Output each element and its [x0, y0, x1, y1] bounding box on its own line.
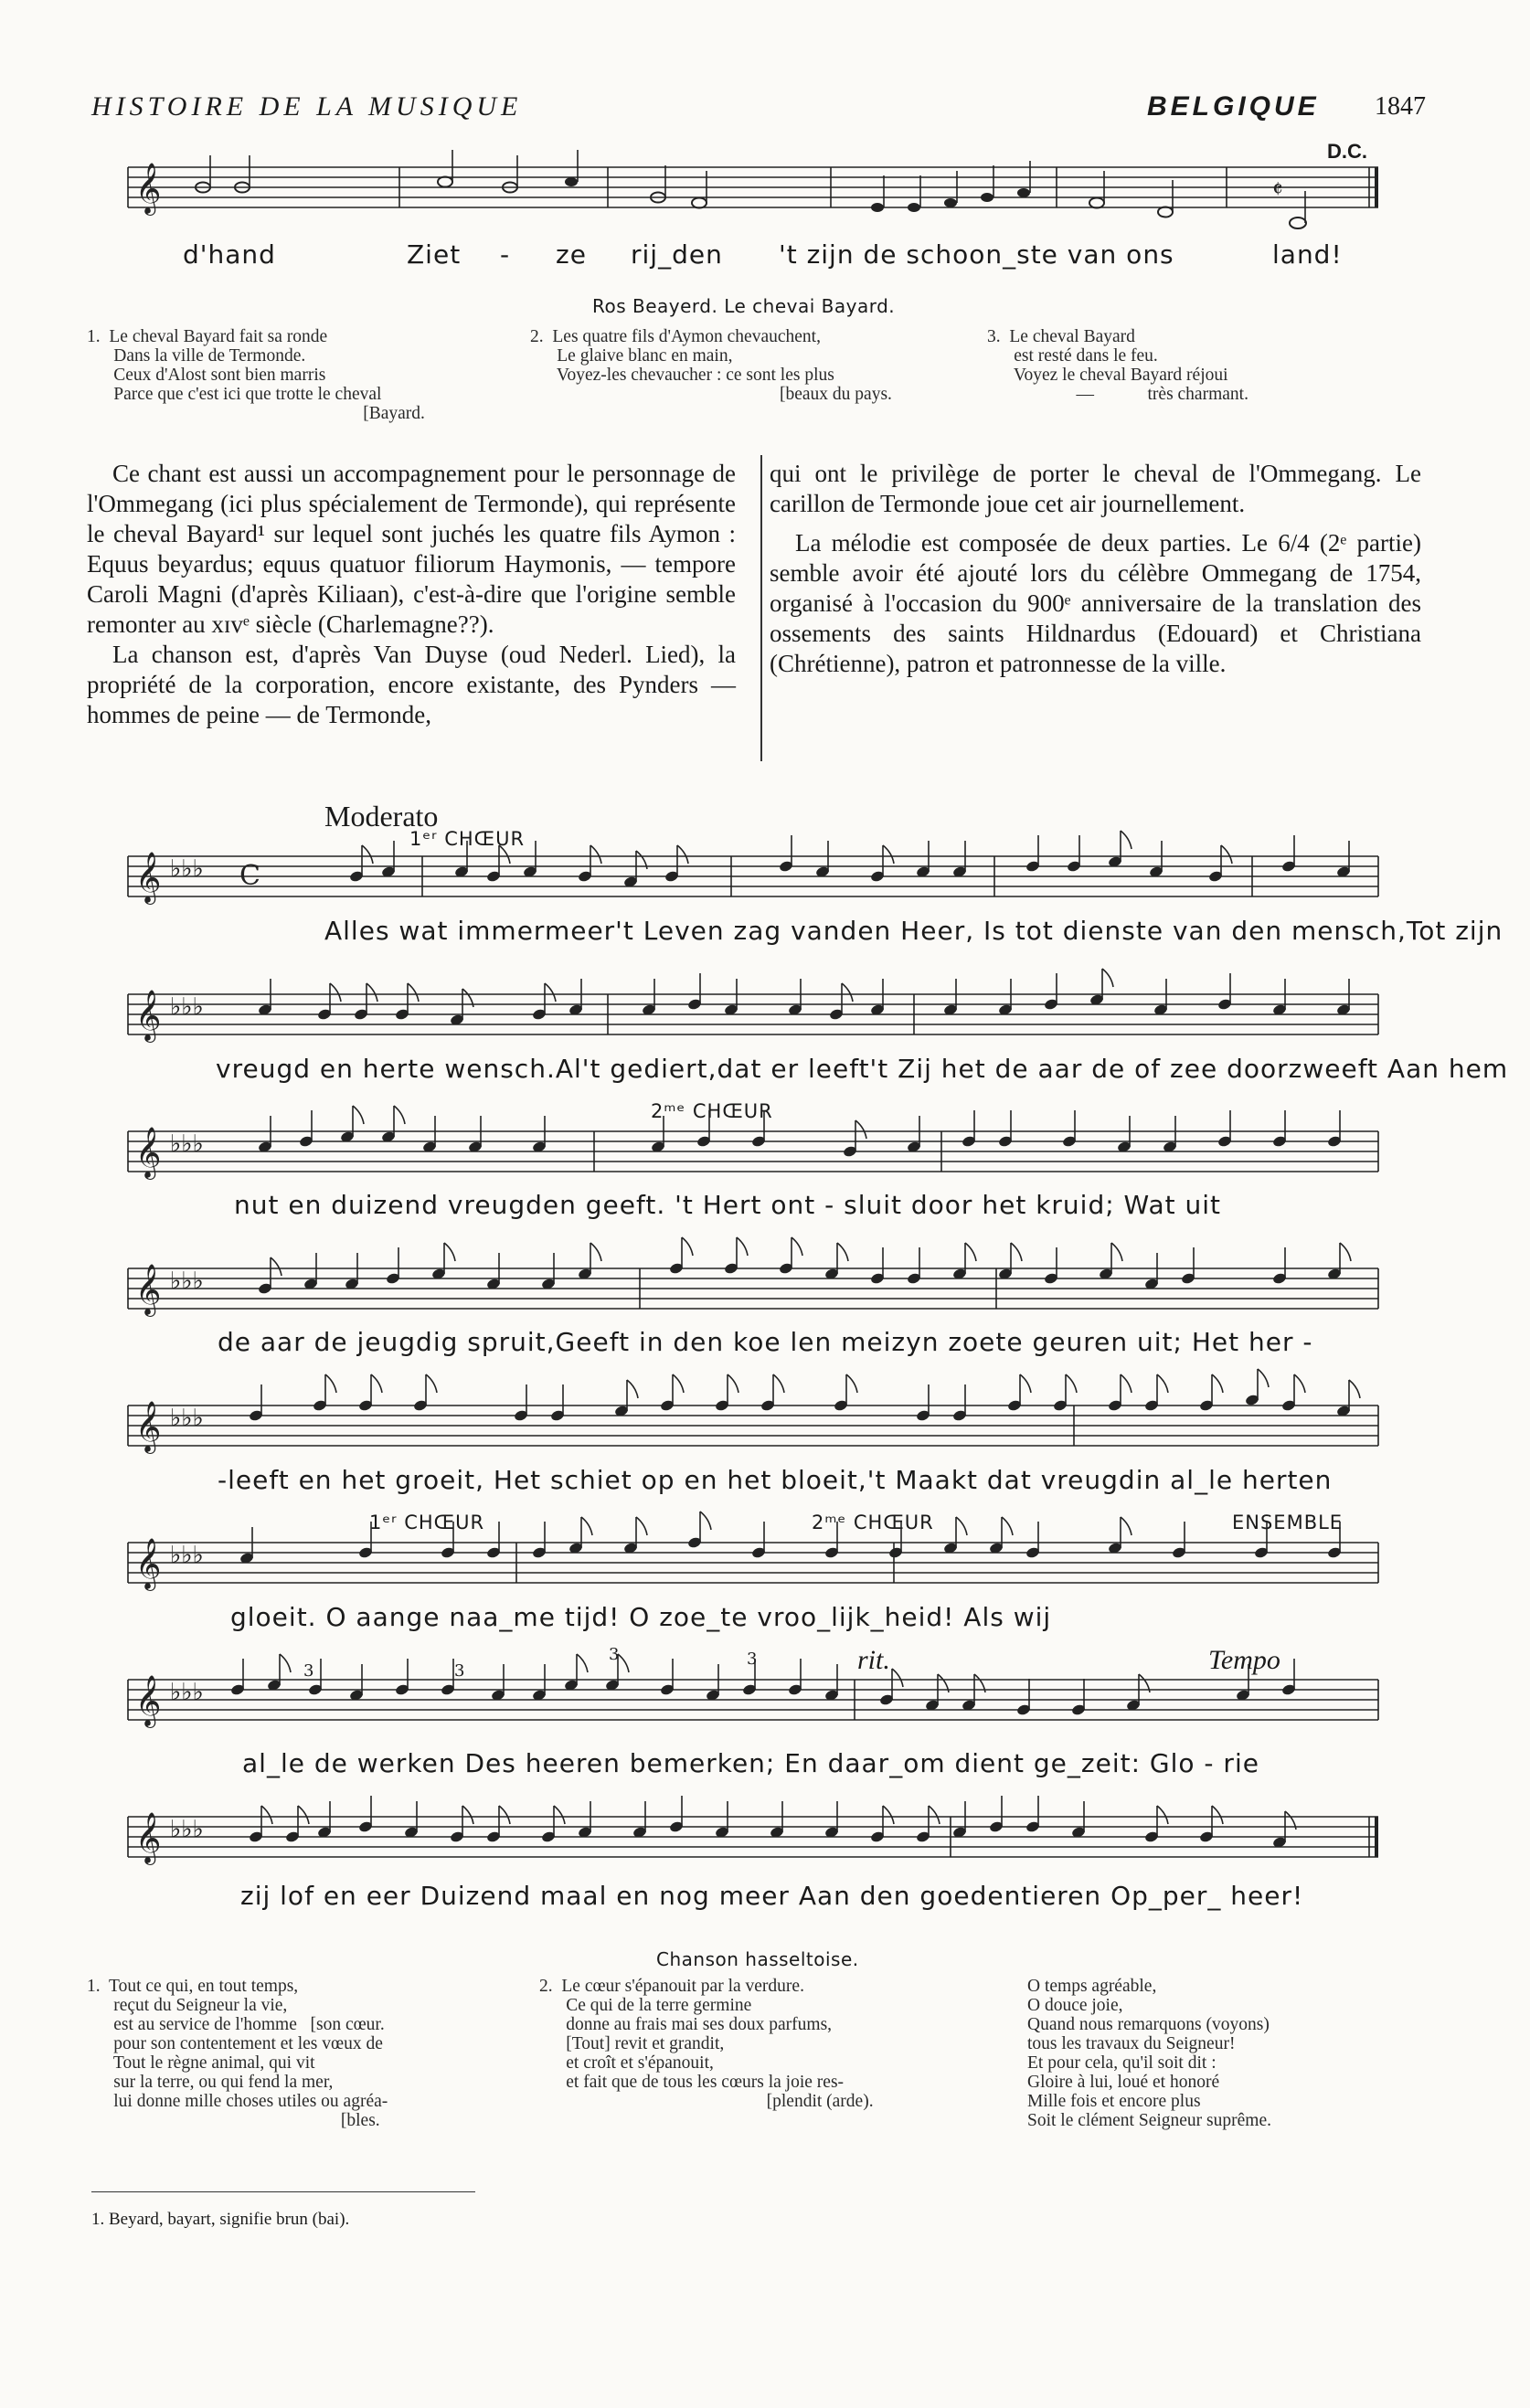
tempo-marking: Moderato: [324, 800, 439, 833]
staff-2: [128, 994, 1378, 1034]
score-lyric-5: -leeft en het groeit, Het schiet op en het bloeit,'t Maakt dat vreugdin al_le herten: [218, 1465, 1333, 1495]
treble-clef-3: 𝄞: [135, 1127, 162, 1178]
score-lyric-2: vreugd en herte wensch.Al't gediert,dat er leeft't Zij het de aar de of zee doorzweeft Aan hem: [216, 1054, 1509, 1084]
body-left-paragraph-2: La chanson est, d'après Van Duyse (oud Nederl. Lied), la propriété de la corporation, encore existante, des Pynders — hommes de peine — de Termonde,: [87, 641, 736, 728]
triplet-mark-1: 3: [303, 1661, 314, 1681]
treble-clef-7: 𝄞: [135, 1675, 162, 1726]
song1-verse-1: 1. Le cheval Bayard fait sa ronde Dans la ville de Termonde. Ceux d'Alost sont bien marris Parce que c'est ici que trotte le cheval [Bayard.: [87, 327, 425, 423]
song2-caption: Chanson hasseltoise.: [656, 1948, 859, 1970]
running-header-left: HISTOIRE DE LA MUSIQUE: [91, 91, 523, 122]
key-signature-5: ♭♭♭: [170, 1405, 204, 1432]
choeur1-label-2: 1ᵉʳ CHŒUR: [369, 1512, 485, 1533]
score-lyric-6: gloeit. O aange naa_me tijd! O zoe_te vroo_lijk_heid! Als wij: [230, 1602, 1052, 1632]
rit-marking: rit.: [857, 1645, 890, 1675]
notes-staff-4: [258, 1237, 1351, 1295]
tempo-resume: Tempo: [1208, 1645, 1280, 1675]
song1-verse-2: 2. Les quatre fils d'Aymon chevauchent, Le glaive blanc en main, Voyez-les chevaucher : ce sont les plus [beaux du pays.: [530, 327, 892, 404]
triplet-mark-2: 3: [454, 1661, 465, 1681]
top-lyric-7: land!: [1272, 239, 1343, 270]
running-header-right: BELGIQUE: [1147, 91, 1320, 122]
song1-verse-3: 3. Le cheval Bayard est resté dans le feu. Voyez le cheval Bayard réjoui — très charmant.: [987, 327, 1248, 404]
key-signature-8: ♭♭♭: [170, 1816, 204, 1843]
key-signature-6: ♭♭♭: [170, 1542, 204, 1569]
staff-5: [128, 1406, 1378, 1446]
notes-staff-5: [249, 1369, 1360, 1422]
svg-text:𝄞: 𝄞: [135, 163, 162, 214]
svg-text:𝄵: 𝄵: [1272, 176, 1283, 204]
treble-clef-6: 𝄞: [135, 1538, 162, 1589]
key-signature-4: ♭♭♭: [170, 1268, 204, 1295]
top-lyric-1: d'hand: [183, 239, 276, 270]
body-right-paragraph-1: qui ont le privilège de porter le cheval de l'Ommegang. Le carillon de Termonde joue cet air journellement.: [770, 460, 1421, 517]
triplet-mark-4: 3: [747, 1650, 758, 1669]
footnote: 1. Beyard, bayart, signifie brun (bai).: [91, 2210, 350, 2229]
song2-verse-1: 1. Tout ce qui, en tout temps, reçut du Seigneur la vie, est au service de l'homme [son cœur. pour son contentement et les vœux de Tout le règne animal, qui vit sur la terre, ou qui fend la mer, lui donne mille choses utiles ou agréa- [bles.: [87, 1977, 388, 2130]
top-lyric-4: ze: [556, 239, 587, 270]
notes-staff-6: [239, 1512, 1343, 1565]
choeur1-label: 1ᵉʳ CHŒUR: [409, 828, 526, 850]
top-lyric-3: -: [500, 239, 511, 270]
staff-6: [128, 1543, 1378, 1583]
top-lyric-5: rij_den: [631, 239, 723, 270]
song1-caption: Ros Beayerd. Le chevai Bayard.: [592, 295, 896, 317]
staff-8: [128, 1817, 1378, 1857]
dc-mark: D.C.: [1327, 140, 1367, 163]
key-signature-3: ♭♭♭: [170, 1130, 204, 1158]
song2-verse-2: 2. Le cœur s'épanouit par la verdure. Ce qui de la terre germine donne au frais mai ses doux parfums, [Tout] revit et grandit, et croît et s'épanouit, et fait que de tous les cœurs la joie res- [plendit (arde).: [539, 1977, 874, 2111]
footnote-rule: [91, 2191, 475, 2192]
treble-clef-4: 𝄞: [135, 1264, 162, 1315]
notes-staff-7: [230, 1654, 1297, 1716]
choeur2-label-2: 2ᵐᵉ CHŒUR: [812, 1512, 934, 1533]
time-signature: C: [239, 860, 260, 892]
choeur2-label-1: 2ᵐᵉ CHŒUR: [651, 1100, 773, 1122]
key-signature-2: ♭♭♭: [170, 993, 204, 1021]
score-lyric-4: de aar de jeugdig spruit,Geeft in den koe len meizyn zoete geuren uit; Het her -: [218, 1327, 1313, 1357]
key-signature-7: ♭♭♭: [170, 1679, 204, 1706]
page-number: 1847: [1375, 92, 1426, 121]
notes-staff-2: [258, 969, 1352, 1026]
staff-1: [128, 856, 1378, 896]
staff-3: [128, 1131, 1378, 1172]
treble-clef-2: 𝄞: [135, 990, 162, 1041]
song2-verse-3: O temps agréable, O douce joie, Quand nous remarquons (voyons) tous les travaux du Seigneur! Et pour cela, qu'il soit dit : Gloire à lui, loué et honoré Mille fois et encore plus Soit le clément Seigneur suprême.: [1027, 1977, 1271, 2130]
score-lyric-3: nut en duizend vreugden geeft. 't Hert ont - sluit door het kruid; Wat uit: [234, 1190, 1221, 1220]
notes-staff-8: [249, 1796, 1296, 1849]
body-right-paragraph-2: La mélodie est composée de deux parties. Le 6/4 (2ᵉ partie) semble avoir été ajouté lors du célèbre Ommegang de 1754, organisé à l'occasion du 900ᵉ anniversaire de la translation des ossements des saints Hildnardus (Edouard) et Christiana (Chrétienne), patron et patronnesse de la ville.: [770, 529, 1421, 677]
score-lyric-7: al_le de werken Des heeren bemerken; En daar_om dient ge_zeit: Glo - rie: [242, 1748, 1259, 1778]
body-left-paragraph-1: Ce chant est aussi un accompagnement pour le personnage de l'Ommegang (ici plus spécialement de Termonde), qui représente le cheval Bayard¹ sur lequel sont juchés les quatre fils Aymon : Equus beyardus; equus quatuor filiorum Haymonis, — tempore Caroli Magni (d'après Kiliaan), c'est-à-dire que l'origine semble remonter au xɪᴠᵉ siècle (Charlemagne??).: [87, 460, 736, 638]
notes-staff-1: [349, 831, 1352, 888]
treble-clef-5: 𝄞: [135, 1401, 162, 1452]
key-signature-1: ♭♭♭: [170, 855, 204, 883]
score-lyric-8: zij lof en eer Duizend maal en nog meer Aan den goedentieren Op_per_ heer!: [240, 1881, 1304, 1911]
top-lyric-2: Ziet: [407, 239, 462, 270]
top-lyric-6: 't zijn de schoon_ste van ons: [779, 239, 1174, 270]
score-lyric-1: Alles wat immermeer't Leven zag vanden Heer, Is tot dienste van den mensch,Tot zijn: [324, 916, 1503, 946]
triplet-mark-3: 3: [609, 1645, 620, 1664]
treble-clef-8: 𝄞: [135, 1812, 162, 1863]
treble-clef-1: 𝄞: [135, 852, 162, 903]
ensemble-label: ENSEMBLE: [1232, 1512, 1344, 1533]
